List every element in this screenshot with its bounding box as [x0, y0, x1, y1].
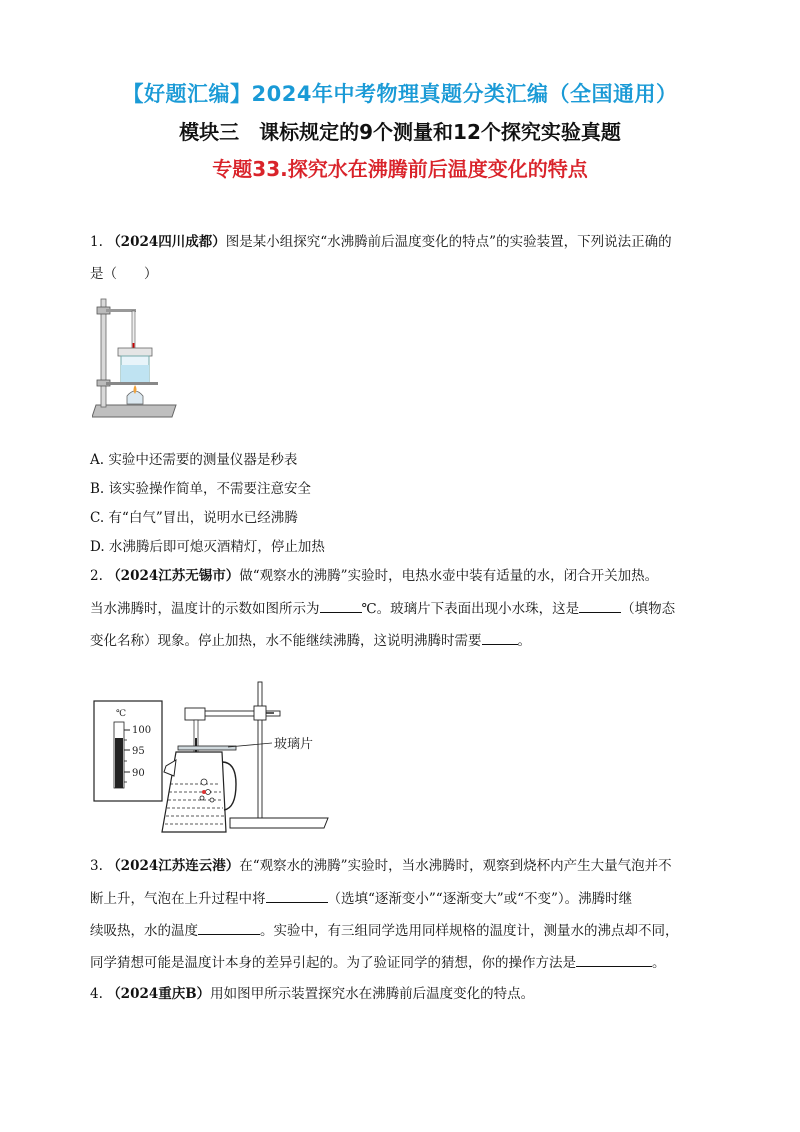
- q2-unit-label: ℃: [115, 709, 127, 719]
- module-title: 模块三 课标规定的9个测量和12个探究实验真题: [179, 120, 621, 144]
- q4-text1: 用如图甲所示装置探究水在沸腾前后温度变化的特点。: [210, 986, 535, 1002]
- q2-source: （2024江苏无锡市）: [107, 568, 240, 584]
- q1-number: 1.: [90, 234, 103, 250]
- q2-line1: [90, 566, 658, 586]
- q2-tick-100: 100: [132, 725, 152, 736]
- q3-text4b: 。: [652, 955, 666, 971]
- q3-text3b: 。实验中，有三组同学选用同样规格的温度计，测量水的沸点却不同，: [260, 923, 679, 939]
- q2-text1: 做“观察水的沸腾”实验时，电热水壶中装有适量的水，闭合开关加热。: [239, 568, 659, 584]
- q3-text3a: 续吸热，水的温度: [90, 923, 198, 939]
- collection-title: 【好题汇编】2024年中考物理真题分类汇编（全国通用）: [122, 82, 678, 106]
- q2-blank-temp[interactable]: [320, 598, 362, 613]
- q3-blank-method[interactable]: [576, 952, 652, 967]
- q3-blank-bubble[interactable]: [266, 888, 328, 903]
- q2-glass-label: 玻璃片: [274, 737, 314, 752]
- q2-blank-change[interactable]: [579, 598, 621, 613]
- q1-option-c: C. 有“白气”冒出，说明水已经沸腾: [90, 510, 298, 526]
- q1-option-b: B. 该实验操作简单，不需要注意安全: [90, 481, 312, 497]
- q2-thermometer-figure: [93, 700, 163, 802]
- q1-option-d: D. 水沸腾后即可熄灭酒精灯，停止加热: [90, 539, 325, 555]
- q4-source: （2024重庆B）: [107, 986, 211, 1002]
- q1-stem-line2: 是（ ）: [90, 266, 158, 282]
- q4-number: 4.: [90, 986, 103, 1002]
- q3-blank-temp[interactable]: [198, 920, 260, 935]
- q1-option-a: A. 实验中还需要的测量仪器是秒表: [90, 452, 298, 468]
- q2-number: 2.: [90, 568, 103, 584]
- q2-text3a: 变化名称）现象。停止加热，水不能继续沸腾，这说明沸腾时需要: [90, 633, 482, 649]
- q1-stem-text: 图是某小组探究“水沸腾前后温度变化的特点”的实验装置，下列说法正确的: [225, 234, 672, 250]
- q3-line2: [90, 888, 632, 909]
- q2-text2c: （填物态: [621, 601, 676, 617]
- q2-text2b: ℃。玻璃片下表面出现小水珠，这是: [361, 601, 580, 617]
- q2-text3b: 。: [517, 633, 531, 649]
- q3-text2a: 断上升，气泡在上升过程中将: [90, 891, 266, 907]
- q3-line4: [90, 952, 666, 973]
- q1-stem-line1: [90, 232, 672, 252]
- q2-tick-95: 95: [132, 746, 145, 757]
- q2-blank-need[interactable]: [482, 630, 518, 645]
- q3-source: （2024江苏连云港）: [107, 858, 240, 874]
- q3-text4a: 同学猜想可能是温度计本身的差异引起的。为了验证同学的猜想，你的操作方法是: [90, 955, 576, 971]
- q3-line1: [90, 856, 672, 876]
- q2-kettle-figure: [160, 680, 370, 840]
- q2-line3: [90, 630, 531, 651]
- q3-text2b: （选填“逐渐变小”“逐渐变大”或“不变”）。沸腾时继: [327, 891, 633, 907]
- q2-tick-90: 90: [132, 768, 145, 779]
- topic-title: 专题33.探究水在沸腾前后温度变化的特点: [212, 157, 588, 181]
- q1-apparatus-figure: [92, 293, 182, 423]
- q2-text2a: 当水沸腾时，温度计的示数如图所示为: [90, 601, 320, 617]
- q3-text1: 在“观察水的沸腾”实验时，当水沸腾时，观察到烧杯内产生大量气泡并不: [239, 858, 672, 874]
- q2-line2: [90, 598, 675, 619]
- q1-source: （2024四川成都）: [107, 234, 226, 250]
- q3-number: 3.: [90, 858, 103, 874]
- q3-line3: [90, 920, 679, 941]
- q4-line1: [90, 984, 534, 1004]
